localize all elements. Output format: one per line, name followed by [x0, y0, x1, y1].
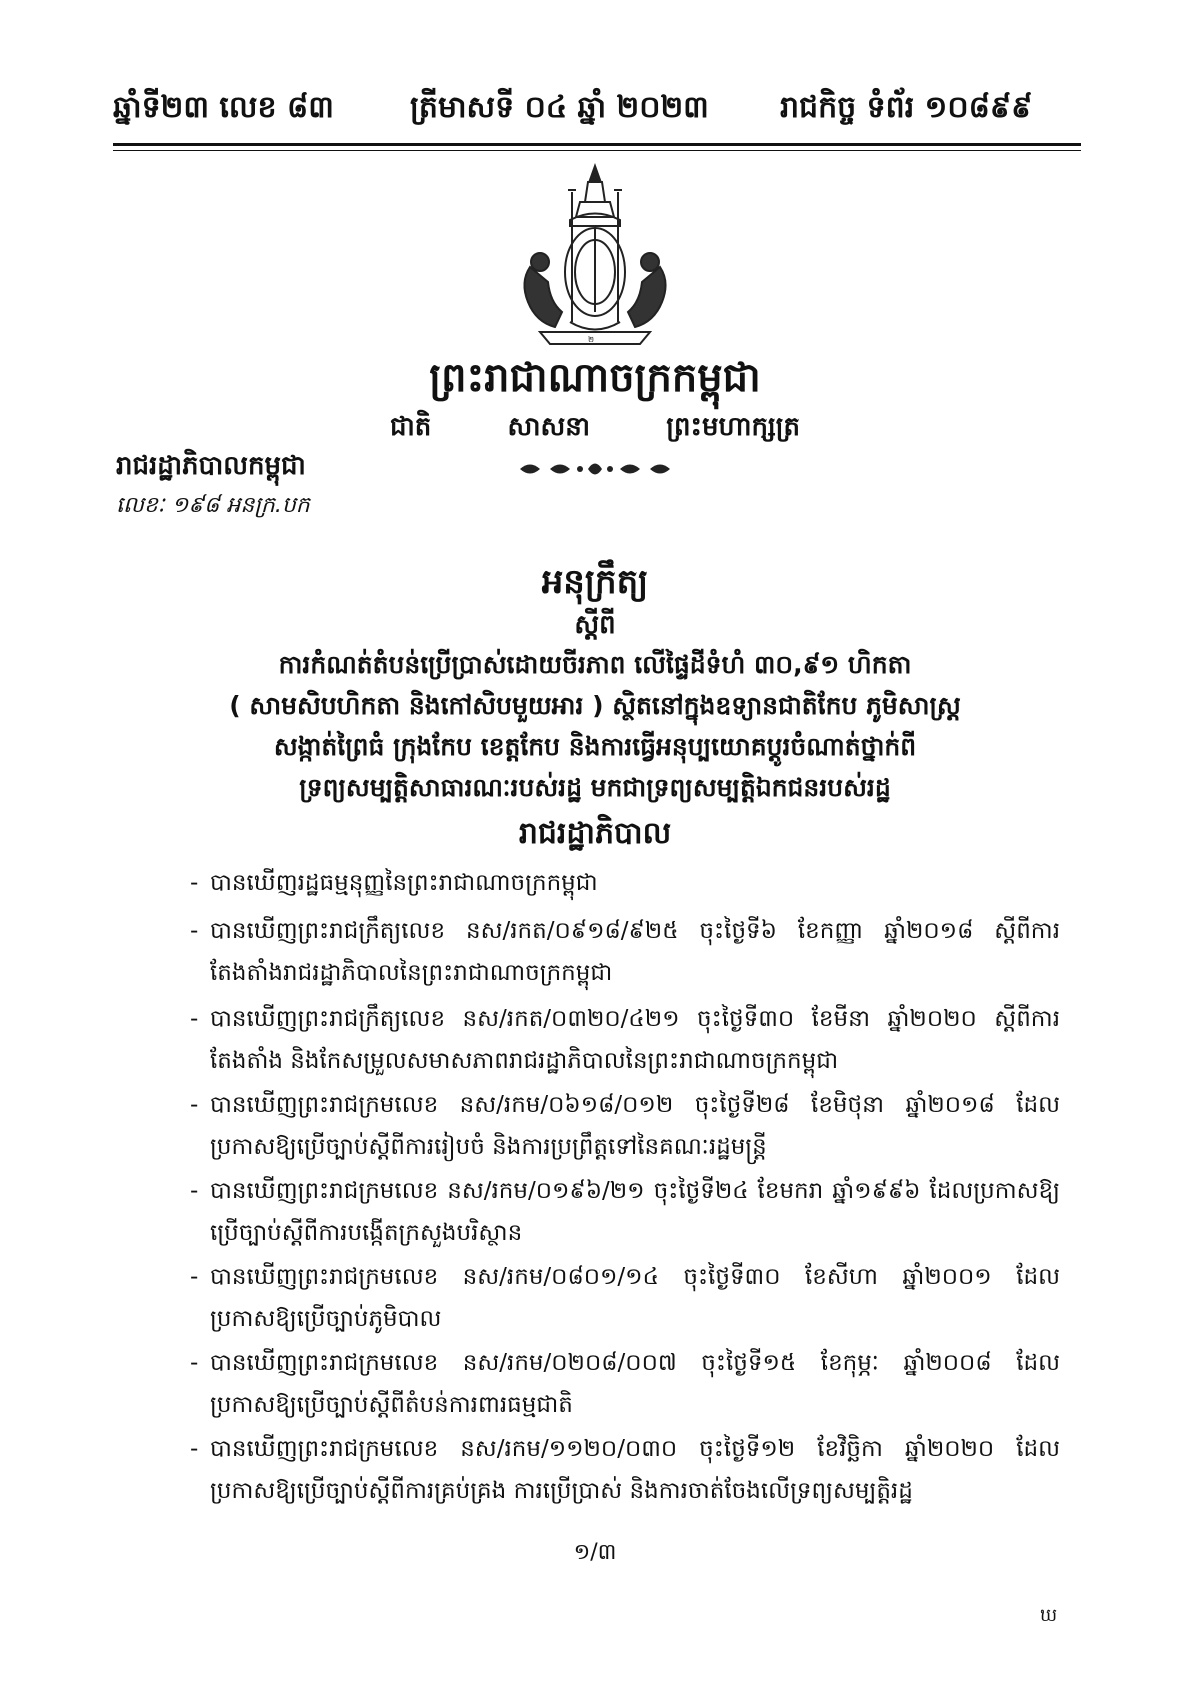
title-line: ការកំណត់តំបន់ប្រើប្រាស់ដោយចីរភាព លើផ្ទៃដីទំហំ ៣០,៩១ ហិកតា — [278, 650, 912, 679]
decorative-divider-icon — [510, 458, 680, 480]
preamble-item: - បានឃើញព្រះរាជក្រឹត្យលេខ នស/រកត/០៣២០/៤២១ ចុះថ្ងៃទី៣០ ខែមីនា ឆ្នាំ២០២០ ស្តីពីការតែងតាំង និងកែសម្រួលសមាសភាពរាជរដ្ឋាភិបាលនៃព្រះរាជាណាចក្រកម្ពុជា — [190, 1006, 1060, 1074]
government-heading: រាជរដ្ឋាភិបាល — [518, 816, 672, 851]
preamble-item: - បានឃើញរដ្ឋធម្មនុញ្ញនៃព្រះរាជាណាចក្រកម្ពុជា — [190, 870, 598, 896]
corner-mark: ឃ — [1040, 1605, 1058, 1626]
motto-nation: ជាតិ — [390, 412, 432, 442]
document-type: អនុក្រឹត្យ — [541, 562, 649, 602]
title-line: សង្កាត់ព្រៃធំ ក្រុងកែប ខេត្តកែប និងការធ្វើអនុប្បយោគប្តូរចំណាត់ថ្នាក់ពី — [273, 732, 917, 761]
issuing-government: រាជរដ្ឋាភិបាលកម្ពុជា — [116, 451, 306, 481]
preamble-item: - បានឃើញព្រះរាជក្រមលេខ នស/រកម/០២០៨/០០៧ ចុះថ្ងៃទី១៥ ខែកុម្ភៈ ឆ្នាំ២០០៨ ដែលប្រកាសឱ្យប្រើច្បាប់ស្តីពីតំបន់ការពារធម្មជាតិ — [190, 1350, 1060, 1418]
preamble-item: - បានឃើញព្រះរាជក្រមលេខ នស/រកម/០៨០១/១៤ ចុះថ្ងៃទី៣០ ខែសីហា ឆ្នាំ២០០១ ដែលប្រកាសឱ្យប្រើច្បាប់ភូមិបាល — [190, 1264, 1060, 1332]
motto-king: ព្រះមហាក្សត្រ — [666, 412, 800, 442]
document-number: លេខៈ ១៩៨ អនក្រ.បក — [116, 493, 310, 518]
preamble-item: - បានឃើញព្រះរាជក្រមលេខ នស/រកម/១១២០/០៣០ ចុះថ្ងៃទី១២ ខែវិច្ឆិកា ឆ្នាំ២០២០ ដែលប្រកាសឱ្យប្រើច្បាប់ស្តីពីការគ្រប់គ្រង ការប្រើប្រាស់ និងការចាត់ចែងលើទ្រព្យសម្បត្តិរដ្ឋ — [190, 1436, 1060, 1504]
gazette-issue: ឆ្នាំទី២៣ លេខ ៨៣ — [113, 90, 334, 125]
svg-text:២: ២ — [588, 335, 595, 344]
motto-religion: សាសនា — [507, 412, 591, 442]
royal-coat-of-arms-icon — [510, 162, 680, 352]
header-rule-thin — [113, 150, 1081, 151]
preamble-item: - បានឃើញព្រះរាជក្រមលេខ នស/រកម/០៦១៨/០១២ ចុះថ្ងៃទី២៨ ខែមិថុនា ឆ្នាំ២០១៨ ដែលប្រកាសឱ្យប្រើច្បាប់ស្តីពីការរៀបចំ និងការប្រព្រឹត្តទៅនៃគណៈរដ្ឋមន្ត្រី — [190, 1092, 1060, 1160]
national-motto — [390, 410, 800, 448]
preamble-item: - បានឃើញព្រះរាជក្រឹត្យលេខ នស/រកត/០៩១៨/៩២៥ ចុះថ្ងៃទី៦ ខែកញ្ញា ឆ្នាំ២០១៨ ស្តីពីការតែងតាំងរាជរដ្ឋាភិបាលនៃព្រះរាជាណាចក្រកម្ពុជា — [190, 918, 1060, 986]
gazette-date: ត្រីមាសទី ០៤ ឆ្នាំ ២០២៣ — [410, 90, 709, 125]
title-line: ទ្រព្យសម្បត្តិសាធារណៈរបស់រដ្ឋ មកជាទ្រព្យសម្បត្តិឯកជនរបស់រដ្ឋ — [299, 773, 891, 802]
kingdom-name: ព្រះរាជាណាចក្រកម្ពុជា — [429, 355, 761, 401]
gazette-page-ref: រាជកិច្ច ទំព័រ ១០៨៩៩ — [780, 90, 1033, 125]
page-number: ១/៣ — [573, 1540, 617, 1565]
regarding-label: ស្តីពី — [574, 610, 616, 640]
preamble-item: - បានឃើញព្រះរាជក្រមលេខ នស/រកម/០១៩៦/២១ ចុះថ្ងៃទី២៤ ខែមករា ឆ្នាំ១៩៩៦ ដែលប្រកាសឱ្យប្រើច្បាប់ស្តីពីការបង្កើតក្រសួងបរិស្ថាន — [190, 1178, 1060, 1246]
title-line: ( សាមសិបហិកតា និងកៅសិបមួយអារ ) ស្ថិតនៅក្នុងឧទ្យានជាតិកែប ភូមិសាស្ត្រ — [229, 691, 961, 720]
header-rule-thick — [113, 143, 1081, 146]
